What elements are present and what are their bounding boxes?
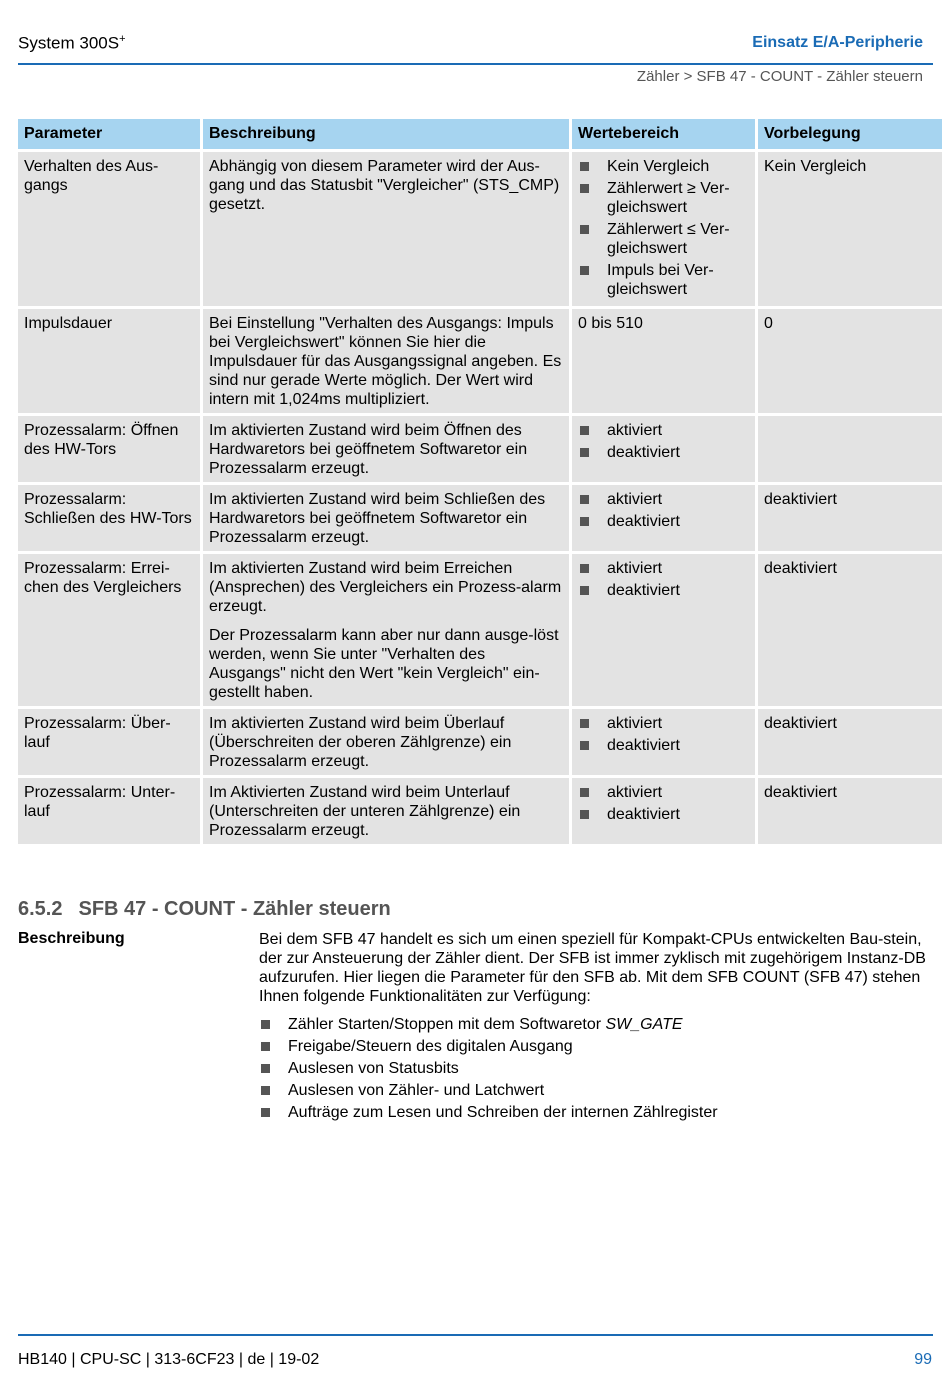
section-number: 6.5.2 xyxy=(18,898,63,920)
list-item xyxy=(578,783,749,802)
square-bullet-icon xyxy=(580,810,589,819)
cell-default: deaktiviert xyxy=(758,485,942,551)
square-bullet-icon xyxy=(261,1042,270,1051)
feature-emphasis: SW_GATE xyxy=(605,1016,683,1033)
square-bullet-icon xyxy=(580,266,589,275)
list-item xyxy=(578,512,749,531)
feature-list xyxy=(259,1015,929,1122)
feature-text: Auslesen von Statusbits xyxy=(288,1060,459,1077)
cell-range xyxy=(572,485,755,551)
cell-description xyxy=(203,554,569,706)
list-item xyxy=(578,805,749,824)
list-item xyxy=(578,581,749,600)
table-header-row xyxy=(18,119,942,149)
description-paragraph: Im aktivierten Zustand wird beim Erreichen (Ansprechen) des Vergleichers ein Prozess-alarm erzeugt. xyxy=(209,560,562,615)
side-label: Beschreibung xyxy=(18,930,125,947)
column-header-range: Wertebereich xyxy=(572,119,755,149)
square-bullet-icon xyxy=(261,1020,270,1029)
table-row xyxy=(18,152,942,306)
list-item xyxy=(578,443,749,462)
list-item xyxy=(578,179,749,217)
cell-description: Bei Einstellung "Verhalten des Ausgangs: Impuls bei Vergleichswert" können Sie hier die Impulsdauer für das Ausgangssignal angeben. Es sind nur gerade Werte möglich. Der Wert wird intern mit 1,024ms multipliziert. xyxy=(203,309,569,413)
page-number: 99 xyxy=(914,1351,932,1368)
footer-rule xyxy=(18,1334,933,1336)
parameter-table xyxy=(15,116,945,847)
section-heading xyxy=(18,898,391,921)
list-item xyxy=(578,714,749,733)
cell-default: deaktiviert xyxy=(758,778,942,844)
range-option: deaktiviert xyxy=(607,582,680,599)
cell-parameter: Prozessalarm: Über-lauf xyxy=(18,709,200,775)
list-item xyxy=(578,490,749,509)
table-row xyxy=(18,416,942,482)
section-title: SFB 47 - COUNT - Zähler steuern xyxy=(78,898,391,920)
cell-range xyxy=(572,554,755,706)
square-bullet-icon xyxy=(580,564,589,573)
table-row xyxy=(18,485,942,551)
cell-description: Im Aktivierten Zustand wird beim Unterlauf (Unterschreiten der unteren Zählgrenze) ein Prozessalarm erzeugt. xyxy=(203,778,569,844)
header-product-sup: + xyxy=(119,33,126,45)
range-option: deaktiviert xyxy=(607,444,680,461)
square-bullet-icon xyxy=(580,741,589,750)
cell-range xyxy=(572,416,755,482)
square-bullet-icon xyxy=(580,184,589,193)
cell-parameter: Impulsdauer xyxy=(18,309,200,413)
cell-parameter: Prozessalarm: Öffnen des HW-Tors xyxy=(18,416,200,482)
list-item xyxy=(578,157,749,176)
breadcrumb: Zähler > SFB 47 - COUNT - Zähler steuern xyxy=(636,68,923,85)
feature-text: Auslesen von Zähler- und Latchwert xyxy=(288,1082,545,1099)
cell-description: Abhängig von diesem Parameter wird der Aus-gang und das Statusbit "Vergleicher" (STS_CMP) gesetzt. xyxy=(203,152,569,306)
square-bullet-icon xyxy=(580,719,589,728)
cell-default: deaktiviert xyxy=(758,709,942,775)
header-product xyxy=(18,33,126,54)
square-bullet-icon xyxy=(580,586,589,595)
cell-default: Kein Vergleich xyxy=(758,152,942,306)
table-row xyxy=(18,709,942,775)
square-bullet-icon xyxy=(261,1064,270,1073)
cell-range xyxy=(572,709,755,775)
cell-description: Im aktivierten Zustand wird beim Öffnen des Hardwaretors bei geöffnetem Softwaretor ein Prozessalarm erzeugt. xyxy=(203,416,569,482)
cell-parameter: Verhalten des Aus-gangs xyxy=(18,152,200,306)
cell-description: Im aktivierten Zustand wird beim Überlauf (Überschreiten der oberen Zählgrenze) ein Prozessalarm erzeugt. xyxy=(203,709,569,775)
cell-default: deaktiviert xyxy=(758,554,942,706)
square-bullet-icon xyxy=(261,1086,270,1095)
cell-range: 0 bis 510 xyxy=(572,309,755,413)
range-option: deaktiviert xyxy=(607,806,680,823)
range-option: aktiviert xyxy=(607,560,663,577)
list-item xyxy=(259,1081,929,1100)
column-header-description: Beschreibung xyxy=(203,119,569,149)
column-header-default: Vorbelegung xyxy=(758,119,942,149)
header-rule xyxy=(18,63,933,65)
section-paragraph: Bei dem SFB 47 handelt es sich um einen speziell für Kompakt-CPUs entwickelten Bau-stein, der zur Ansteuerung der Zähler dient. Der SFB ist immer zyklisch mit zugehörigem Instanz-DB aufzurufen. Hier liegen die Parameter für den SFB ab. Mit dem SFB COUNT (SFB 47) stehen Ihnen folgende Funktionalitäten zur Verfügung: xyxy=(259,931,926,1005)
cell-default: 0 xyxy=(758,309,942,413)
cell-range xyxy=(572,152,755,306)
square-bullet-icon xyxy=(580,788,589,797)
feature-text: Zähler Starten/Stoppen mit dem Softwaretor xyxy=(288,1016,606,1033)
list-item xyxy=(259,1103,929,1122)
cell-description: Im aktivierten Zustand wird beim Schließen des Hardwaretors bei geöffnetem Softwaretor ein Prozessalarm erzeugt. xyxy=(203,485,569,551)
list-item xyxy=(578,421,749,440)
range-option: Impuls bei Ver-gleichswert xyxy=(607,262,714,298)
square-bullet-icon xyxy=(580,225,589,234)
square-bullet-icon xyxy=(261,1108,270,1117)
range-option: deaktiviert xyxy=(607,513,680,530)
header-product-name: System 300S xyxy=(18,33,120,53)
square-bullet-icon xyxy=(580,426,589,435)
cell-parameter: Prozessalarm: Unter-lauf xyxy=(18,778,200,844)
square-bullet-icon xyxy=(580,517,589,526)
list-item xyxy=(578,220,749,258)
table-row xyxy=(18,309,942,413)
square-bullet-icon xyxy=(580,162,589,171)
square-bullet-icon xyxy=(580,448,589,457)
cell-range xyxy=(572,778,755,844)
footer-doc-info: HB140 | CPU-SC | 313-6CF23 | de | 19-02 xyxy=(18,1351,320,1368)
column-header-parameter: Parameter xyxy=(18,119,200,149)
cell-parameter: Prozessalarm: Errei-chen des Vergleichers xyxy=(18,554,200,706)
cell-default xyxy=(758,416,942,482)
range-option: aktiviert xyxy=(607,422,663,439)
range-option: aktiviert xyxy=(607,715,663,732)
list-item xyxy=(259,1015,929,1034)
description-paragraph: Der Prozessalarm kann aber nur dann ausge-löst werden, wenn Sie unter "Verhalten des Ausgangs" nicht den Wert "kein Vergleich" ein-gestellt haben. xyxy=(209,627,559,701)
range-option: Zählerwert ≥ Ver-gleichswert xyxy=(607,180,730,216)
table-row xyxy=(18,554,942,706)
list-item xyxy=(259,1059,929,1078)
range-option: Kein Vergleich xyxy=(607,158,710,175)
feature-text: Freigabe/Steuern des digitalen Ausgang xyxy=(288,1038,573,1055)
square-bullet-icon xyxy=(580,495,589,504)
cell-parameter: Prozessalarm: Schließen des HW-Tors xyxy=(18,485,200,551)
range-option: aktiviert xyxy=(607,784,663,801)
list-item xyxy=(578,559,749,578)
header-section: Einsatz E/A-Peripherie xyxy=(752,34,923,51)
list-item xyxy=(578,736,749,755)
range-option: Zählerwert ≤ Ver-gleichswert xyxy=(607,221,730,257)
section-body xyxy=(259,930,929,1125)
range-option: aktiviert xyxy=(607,491,663,508)
table-row xyxy=(18,778,942,844)
list-item xyxy=(259,1037,929,1056)
feature-text: Aufträge zum Lesen und Schreiben der internen Zählregister xyxy=(288,1104,718,1121)
range-option: deaktiviert xyxy=(607,737,680,754)
list-item xyxy=(578,261,749,299)
